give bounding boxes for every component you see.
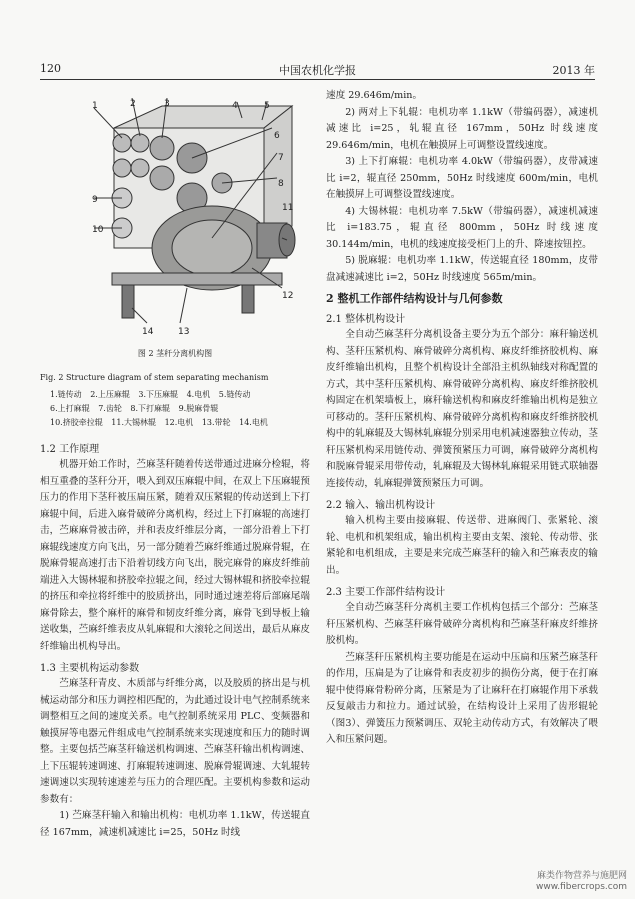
section-1-2-title: 1.2 工作原理 [40, 444, 100, 455]
right-column [326, 88, 598, 878]
figure-legend [50, 388, 312, 430]
mechanism-figure [92, 98, 302, 343]
figure-caption-cn: 图 2 茎秆分离机构图 [137, 349, 213, 358]
param-item-2: 2) 两对上下轧辊：电机功率 1.1kW（带编码器），减速机减速比 i=25，轧辊直径 167mm，50Hz 时线速度 29.646m/min，电机在触摸屏上可调整设置线速度。 [326, 106, 598, 151]
section-1-3-text: 苎麻茎秆青皮、木质部与纤维分离，以及胶质的挤出是与机械运动部分和压力调控相匹配的，为此通过设计电气控制系统来调整相互之间的速度关系。电气控制系统采用 PLC、变频器和触摸屏等电器元件组成电气控制系统来实现速度和压力的随时调整。主要包括苎麻茎秆输送机构调速、苎麻茎秆输出机构调速、上下压辊转速调速、打麻辊转速调速、脱麻骨辊调速、大轧辊转速调速以实现转速速差与压力的合理匹配。主要机构参数和运动参数有： [40, 678, 310, 805]
legend-item: 14.电机 [239, 418, 268, 427]
callout-10: 10 [92, 225, 104, 235]
param-item-3: 3) 上下打麻辊：电机功率 4.0kW（带编码器），皮带减速比 i=2，辊直径 250mm，50Hz 时线速度 600m/min，电机在触摸屏上可调整设置线速度。 [326, 156, 598, 200]
legend-item: 3.下压麻辊 [138, 390, 179, 399]
section-2-3-title: 2.3 主要工作部件结构设计 [326, 587, 446, 598]
section-1-3-title: 1.3 主要机构运动参数 [40, 663, 140, 674]
legend-item: 2.上压麻辊 [90, 390, 130, 399]
legend-item: 6.上打麻辊 [50, 404, 90, 413]
legend-item: 7.齿轮 [98, 404, 122, 413]
left-column [40, 88, 310, 878]
mechanism-drawing [92, 98, 302, 343]
legend-item: 8.下打麻辊 [130, 404, 171, 413]
callout-4: 4 [232, 101, 238, 111]
section-1-2-text: 机器开始工作时，苎麻茎秆随着传送带通过进麻分检辊，将相互重叠的茎秆分开，喂入到双压麻辊中间，在双上下压麻辊预压力的作用下茎秆被压扁压紧，随着双压紧辊的传动送到上下打麻辊中间，后进入麻骨破碎分离机构，经过上下打麻辊的高速打击，苎麻麻骨被击碎，并和表皮纤维层分离，一部分沿着上下打麻辊线速度方向飞出，另一部分随着苎麻纤维通过脱麻骨辊，在脱麻骨辊高速打击下沿着切线方向飞出，脱完麻骨的麻皮纤维前端进入大锡林辊和挤胶牵拉辊之间，经过大锡林辊和挤胶牵拉辊的挤压和牵拉将纤维中的胶质挤出，同时通过速差将后部麻尾端麻骨除去，整个麻杆的麻骨和韧皮纤维分离，麻骨飞到导板上输送收集，苎麻纤维表皮从轧麻辊和大滚轮之间送出，最后从麻皮纤维输出机构导出。 [40, 459, 310, 652]
section-2-title: 2 整机工作部件结构设计与几何参数 [326, 292, 503, 305]
figure-caption-en: Fig. 2 Structure diagram of stem separating mechanism [40, 373, 269, 382]
page-header [40, 58, 595, 80]
param-item-1: 1) 苎麻茎秆输入和输出机构：电机功率 1.1kW，传送辊直径 167mm，减速机减速比 i=25，50Hz 时线 [40, 810, 310, 838]
callout-11: 11 [282, 203, 294, 213]
legend-item: 4.电机 [186, 390, 211, 399]
legend-item: 10.挤胶牵拉辊 [50, 418, 103, 427]
callout-9: 9 [92, 195, 98, 205]
site-watermark [536, 871, 627, 893]
callout-14: 14 [142, 327, 154, 337]
watermark-cn: 麻类作物营养与施肥网 [536, 871, 627, 881]
section-2-2-text: 输入机构主要由接麻辊、传送带、进麻阀门、张紧轮、滚轮、电机和机架组成，输出机构主要由支架、滚轮、传动带、张紧轮和电机组成，主要是来完成苎麻茎秆的输入和苎麻表皮的输出。 [326, 515, 598, 576]
section-2-2-title: 2.2 输入、输出机构设计 [326, 500, 436, 511]
legend-item: 5.链传动 [218, 390, 251, 399]
section-2-1-text: 全自动苎麻茎秆分离机设备主要分为五个部分：麻秆输送机构、茎秆压紧机构、麻骨破碎分离机构、麻皮纤维挤胶机构、麻皮纤维输出机构，且整个机构设计全部沿主机纵轴线对称配置的方式，其中茎秆压紧机构、麻骨破碎分离机构、麻皮纤维挤胶机构固定在机架墙板上，麻秆输送机构和麻皮纤维输出机构是独立可移动的。茎秆压紧机构、麻骨破碎分离机构和麻皮纤维挤胶机构中的轧麻辊及大锡林轧麻辊分别采用电机减速器独立传动，茎秆压紧机构采用链传动、弹簧预紧压力可调，麻骨破碎分离机构和脱麻骨辊采用带传动，轧麻辊及大锡林轧麻辊采用链式联轴器连接传动，轧麻辊弹簧预紧压力可调。 [326, 329, 598, 489]
callout-6: 6 [274, 131, 280, 141]
legend-item: 13.带轮 [201, 418, 231, 427]
header-rule [40, 79, 595, 80]
journal-title: 中国农机化学报 [279, 64, 356, 77]
param-item-5: 5) 脱麻辊：电机功率 1.1kW，传送辊直径 180mm，皮带盘减速减速比 i=2，50Hz 时线速度 565m/min。 [326, 255, 598, 283]
issue-year: 2013 年 [552, 64, 595, 77]
legend-item: 1.链传动 [50, 390, 82, 399]
legend-item: 12.电机 [164, 418, 194, 427]
param-item-4: 4) 大锡林辊：电机功率 7.5kW（带编码器），减速机减速比 i=183.75，辊直径 800mm，50Hz 时线速度 30.144m/min，电机的线速度接受柜门上的升、降速按钮控。 [326, 205, 598, 250]
section-2-1-title: 2.1 整体机构设计 [326, 314, 406, 325]
callout-1: 1 [92, 101, 98, 111]
callout-13: 13 [178, 327, 190, 337]
watermark-url: www.fibercrops.com [536, 882, 627, 892]
section-2-3-text-2: 苎麻茎秆压紧机构主要功能是在运动中压扁和压紧苎麻茎秆的作用，压扁是为了让麻骨和表皮初步的损伤分离，便于在打麻辊中使得麻骨粉碎分离，压紧是为了让麻秆在打麻辊作用下承载反复敲击力和拉力。通过试验，在结构设计上采用了齿形辊轮（图3）、弹簧压力预紧调压、双轮主动传动方式，有效解决了喂入和压紧问题。 [326, 651, 598, 745]
page-number: 120 [40, 62, 61, 75]
callout-5: 5 [264, 101, 270, 111]
left-text [40, 436, 310, 841]
section-2-3-text-1: 全自动苎麻茎秆分离机主要工作机构包括三个部分：苎麻茎秆压紧机构、苎麻茎秆麻骨破碎分离机构和苎麻茎秆麻皮纤维挤胶机构。 [326, 602, 598, 646]
callout-7: 7 [278, 153, 284, 163]
legend-item: 11.大锡林辊 [111, 418, 157, 427]
callout-12: 12 [282, 291, 294, 301]
param-item-1-cont: 速度 29.646m/min。 [326, 90, 423, 101]
legend-item: 9.脱麻骨辊 [178, 404, 219, 413]
callout-3: 3 [164, 99, 170, 109]
callout-8: 8 [278, 179, 284, 189]
callout-2: 2 [130, 99, 136, 109]
